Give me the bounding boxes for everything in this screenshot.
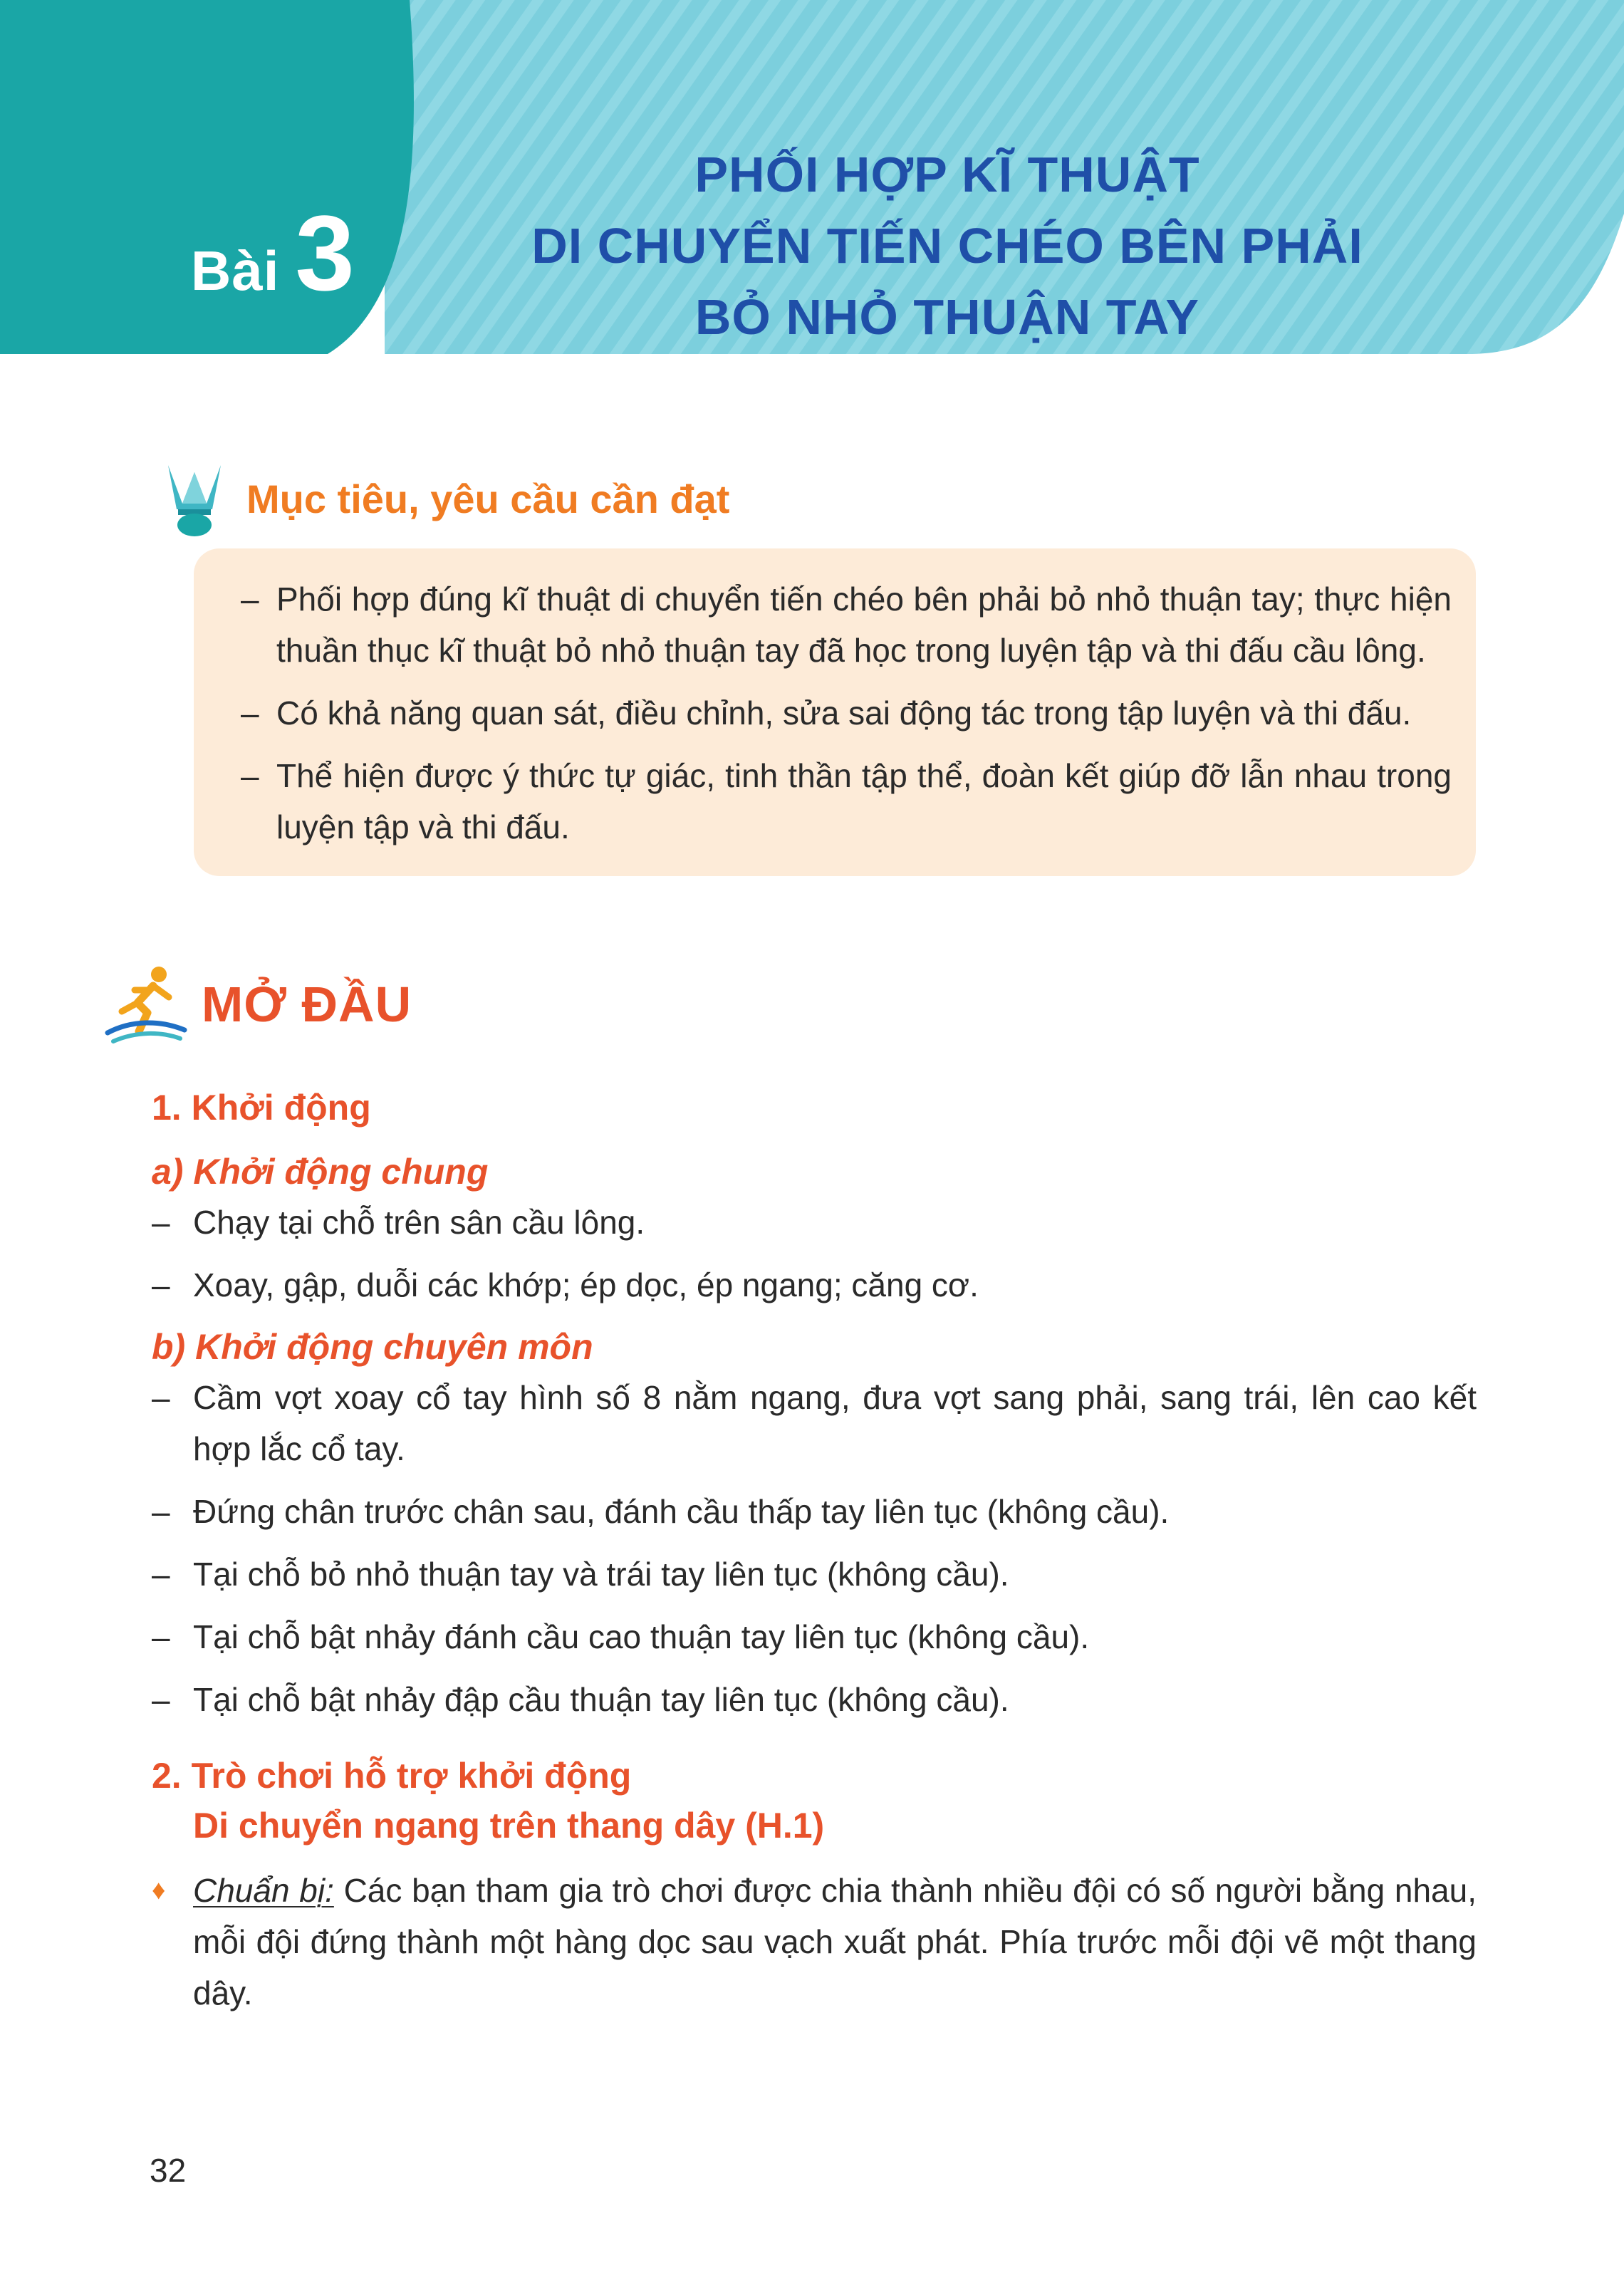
objectives-list [241,573,1452,864]
title-line: DI CHUYỂN TIẾN CHÉO BÊN PHẢI [531,218,1363,274]
objectives-heading [162,459,729,538]
lesson-word: Bài [191,239,280,302]
special-warmup-list [152,1372,1477,1725]
running-person-icon [103,962,189,1047]
start-content [152,1083,1477,2019]
lesson-title [499,139,1396,353]
list-item: – Chạy tại chỗ trên sân cầu lông. [152,1197,1477,1248]
lesson-label [191,193,355,313]
subsection-title: b) Khởi động chuyên môn [152,1327,593,1367]
list-item: – Tại chỗ bật nhảy đánh cầu cao thuận tay liên tục (không cầu). [152,1611,1477,1662]
list-item: – Cầm vợt xoay cổ tay hình số 8 nằm ngang, đưa vợt sang phải, sang trái, lên cao kết hợp lắc cổ tay. [152,1372,1477,1474]
shuttlecock-icon [162,459,227,538]
title-line: PHỐI HỢP KĨ THUẬT [694,147,1200,202]
preparation-text: Các bạn tham gia trò chơi được chia thành nhiều đội có số người bằng nhau, mỗi đội đứng thành một hàng dọc sau vạch xuất phát. Phía trước mỗi đội vẽ một thang dây. [193,1872,1477,2011]
section-title: 1. Khởi động [152,1088,371,1128]
page-number: 32 [150,2152,187,2189]
start-title: MỞ ĐẦU [202,977,412,1032]
list-item: – Tại chỗ bật nhảy đập cầu thuận tay liên tục (không cầu). [152,1674,1477,1725]
objectives-title: Mục tiêu, yêu cầu cần đạt [246,476,730,521]
lesson-header [0,0,1624,356]
list-item: – Có khả năng quan sát, điều chỉnh, sửa sai động tác trong tập luyện và thi đấu. [241,687,1452,739]
preparation-item [152,1865,1477,2019]
game-title: Di chuyển ngang trên thang dây (H.1) [193,1806,825,1846]
section-title: 2. Trò chơi hỗ trợ khởi động [152,1756,632,1796]
diamond-bullet-icon: ♦ [152,1875,166,1905]
start-heading [103,962,412,1047]
list-item: – Thể hiện được ý thức tự giác, tinh thần tập thể, đoàn kết giúp đỡ lẫn nhau trong luyện tập và thi đấu. [241,750,1452,853]
subsection-title: a) Khởi động chung [152,1152,489,1192]
list-item: – Đứng chân trước chân sau, đánh cầu thấp tay liên tục (không cầu). [152,1486,1477,1537]
lesson-number: 3 [295,193,355,313]
list-item: – Xoay, gập, duỗi các khớp; ép dọc, ép ngang; căng cơ. [152,1259,1477,1311]
list-item: – Tại chỗ bỏ nhỏ thuận tay và trái tay liên tục (không cầu). [152,1548,1477,1600]
preparation-label: Chuẩn bị: [193,1872,334,1909]
title-line: BỎ NHỎ THUẬN TAY [694,289,1200,345]
general-warmup-list [152,1197,1477,1311]
list-item: – Phối hợp đúng kĩ thuật di chuyển tiến chéo bên phải bỏ nhỏ thuận tay; thực hiện thuần thục kĩ thuật bỏ nhỏ thuận tay đã học trong luyện tập và thi đấu cầu lông. [241,573,1452,676]
